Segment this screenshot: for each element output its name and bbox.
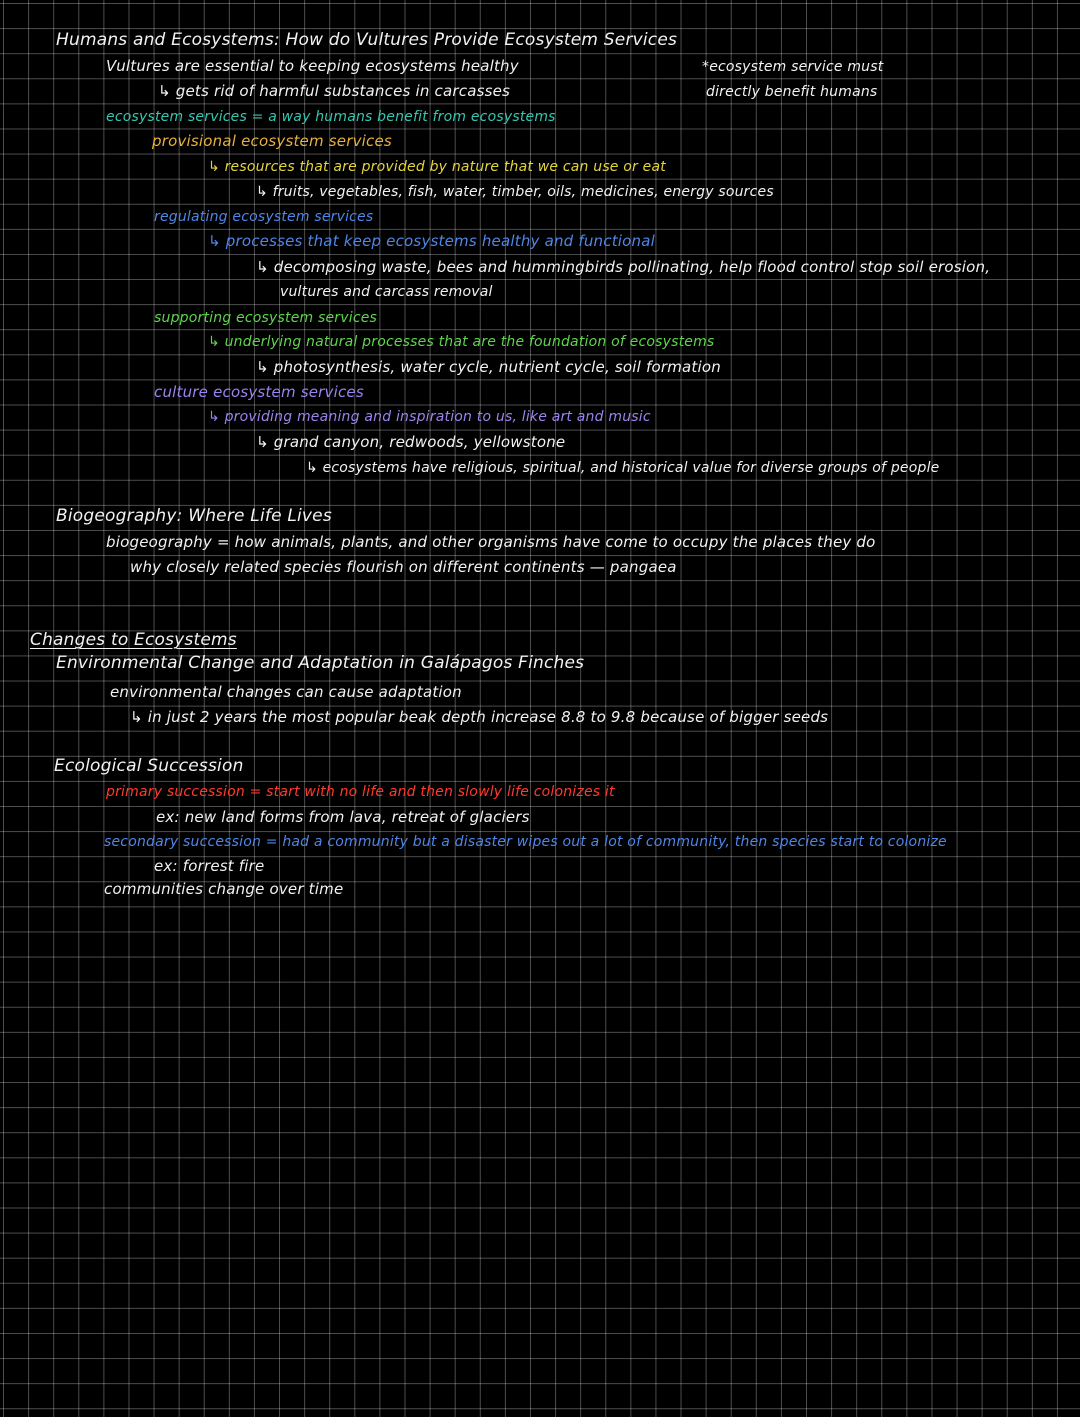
provisional-examples: ↳ fruits, vegetables, fish, water, timber, oils, medicines, energy sources (256, 184, 774, 200)
regulating-examples-1: ↳ decomposing waste, bees and hummingbirds pollinating, help flood control stop soil erosion, (256, 258, 991, 276)
section-title-succession: Ecological Succession (54, 756, 244, 776)
provisional-heading: provisional ecosystem services (152, 132, 392, 150)
section-title-humans-ecosystems: Humans and Ecosystems: How do Vultures Provide Ecosystem Services (56, 30, 678, 50)
primary-succession-example: ex: new land forms from lava, retreat of glaciers (156, 808, 530, 826)
section-title-biogeography: Biogeography: Where Life Lives (56, 506, 332, 526)
changes-subtitle: Environmental Change and Adaptation in Galápagos Finches (56, 653, 585, 673)
biogeography-continents: why closely related species flourish on different continents — pangaea (130, 558, 677, 576)
culture-definition: ↳ providing meaning and inspiration to us, like art and music (208, 409, 651, 425)
culture-heading: culture ecosystem services (154, 383, 364, 401)
regulating-examples-2: vultures and carcass removal (280, 284, 493, 300)
vultures-line: Vultures are essential to keeping ecosystems healthy (106, 57, 519, 75)
secondary-succession-line: secondary succession = had a community but a disaster wipes out a lot of community, then species start to colonize (104, 834, 947, 850)
biogeography-definition: biogeography = how animals, plants, and other organisms have come to occupy the places they do (106, 533, 876, 551)
side-note-line-2: directly benefit humans (706, 84, 878, 100)
side-note-line-1: *ecosystem service must (702, 59, 884, 75)
culture-examples: ↳ grand canyon, redwoods, yellowstone (256, 433, 566, 451)
beak-depth-line: ↳ in just 2 years the most popular beak depth increase 8.8 to 9.8 because of bigger seeds (130, 708, 829, 726)
communities-change-line: communities change over time (104, 880, 344, 898)
regulating-heading: regulating ecosystem services (154, 209, 374, 225)
carcasses-line: ↳ gets rid of harmful substances in carcasses (158, 82, 511, 100)
adaptation-line: environmental changes can cause adaptation (110, 683, 462, 701)
supporting-definition: ↳ underlying natural processes that are the foundation of ecosystems (208, 334, 715, 350)
supporting-examples: ↳ photosynthesis, water cycle, nutrient cycle, soil formation (256, 358, 721, 376)
section-title-changes: Changes to Ecosystems (30, 630, 237, 650)
supporting-heading: supporting ecosystem services (154, 310, 378, 326)
provisional-definition: ↳ resources that are provided by nature that we can use or eat (208, 159, 666, 175)
ecosystem-services-definition: ecosystem services = a way humans benefit from ecosystems (106, 109, 556, 125)
regulating-definition: ↳ processes that keep ecosystems healthy and functional (208, 232, 655, 250)
secondary-succession-example: ex: forrest fire (154, 857, 265, 875)
primary-succession-line: primary succession = start with no life and then slowly life colonizes it (106, 784, 615, 800)
culture-value: ↳ ecosystems have religious, spiritual, and historical value for diverse groups of people (306, 460, 940, 476)
